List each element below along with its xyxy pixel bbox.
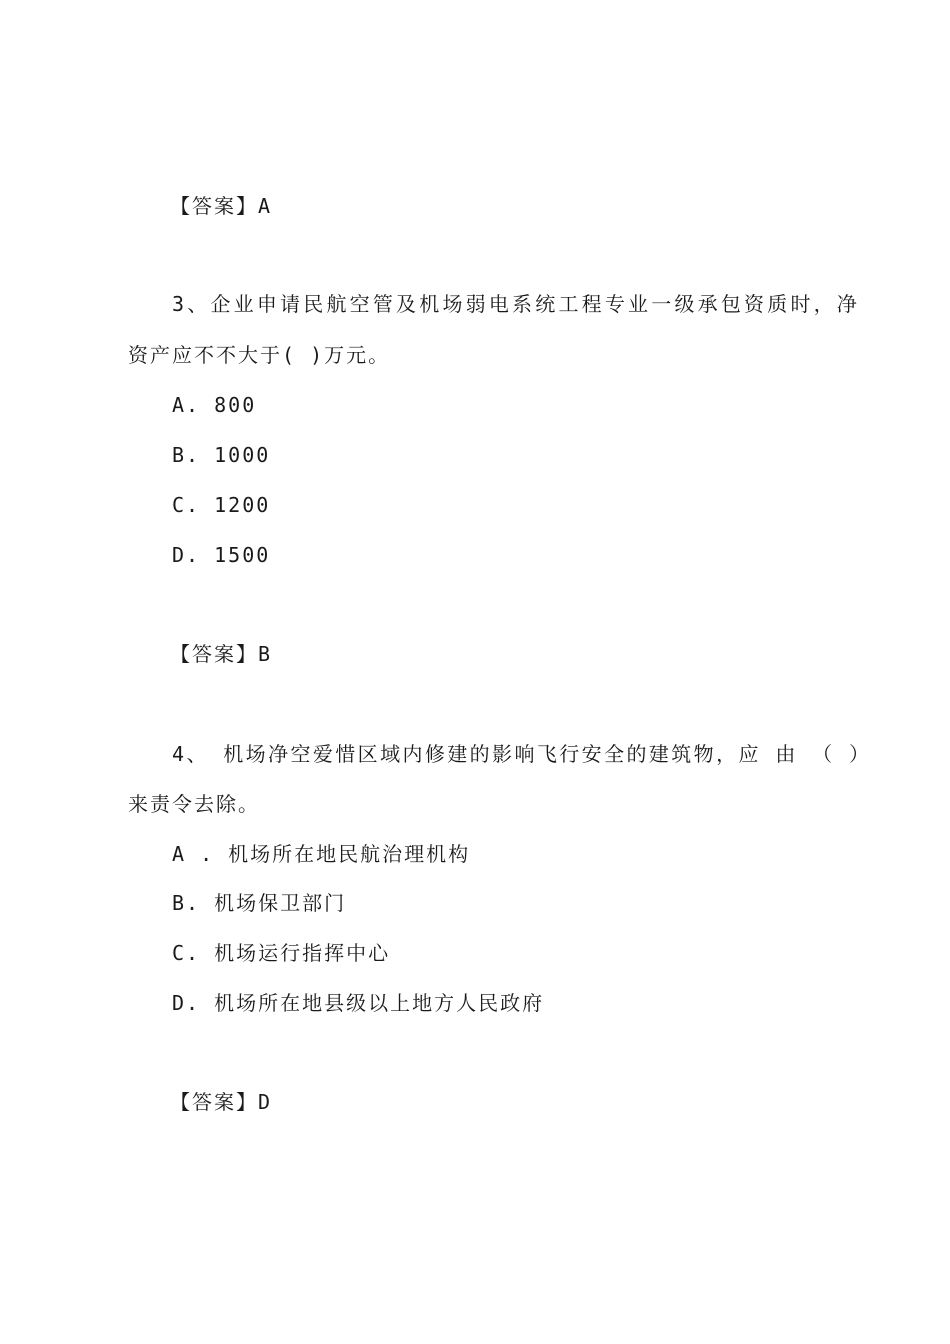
- question-3-option-d: D. 1500: [172, 543, 271, 567]
- question-3-option-a: A. 800: [172, 393, 257, 417]
- question-3-line-2: 资产应不不大于( )万元。: [128, 343, 391, 367]
- question-4-option-d: D. 机场所在地县级以上地方人民政府: [172, 991, 545, 1015]
- question-3-line-1: 3、企业申请民航空管及机场弱电系统工程专业一级承包资质时，净: [172, 292, 861, 316]
- answer-label-3: 【答案】D: [170, 1090, 273, 1114]
- question-3-option-c: C. 1200: [172, 493, 271, 517]
- answer-label-2: 【答案】B: [170, 642, 273, 666]
- answer-label-1: 【答案】A: [170, 194, 273, 218]
- question-4-option-b: B. 机场保卫部门: [172, 891, 347, 915]
- question-4-option-c: C. 机场运行指挥中心: [172, 941, 391, 965]
- question-4-line-1: 4、 机场净空爱惜区域内修建的影响飞行安全的建筑物，应 由 （ ）: [172, 742, 872, 766]
- question-3-option-b: B. 1000: [172, 443, 271, 467]
- question-4-line-2: 来责令去除。: [128, 792, 260, 816]
- question-4-option-a: A . 机场所在地民航治理机构: [172, 842, 471, 866]
